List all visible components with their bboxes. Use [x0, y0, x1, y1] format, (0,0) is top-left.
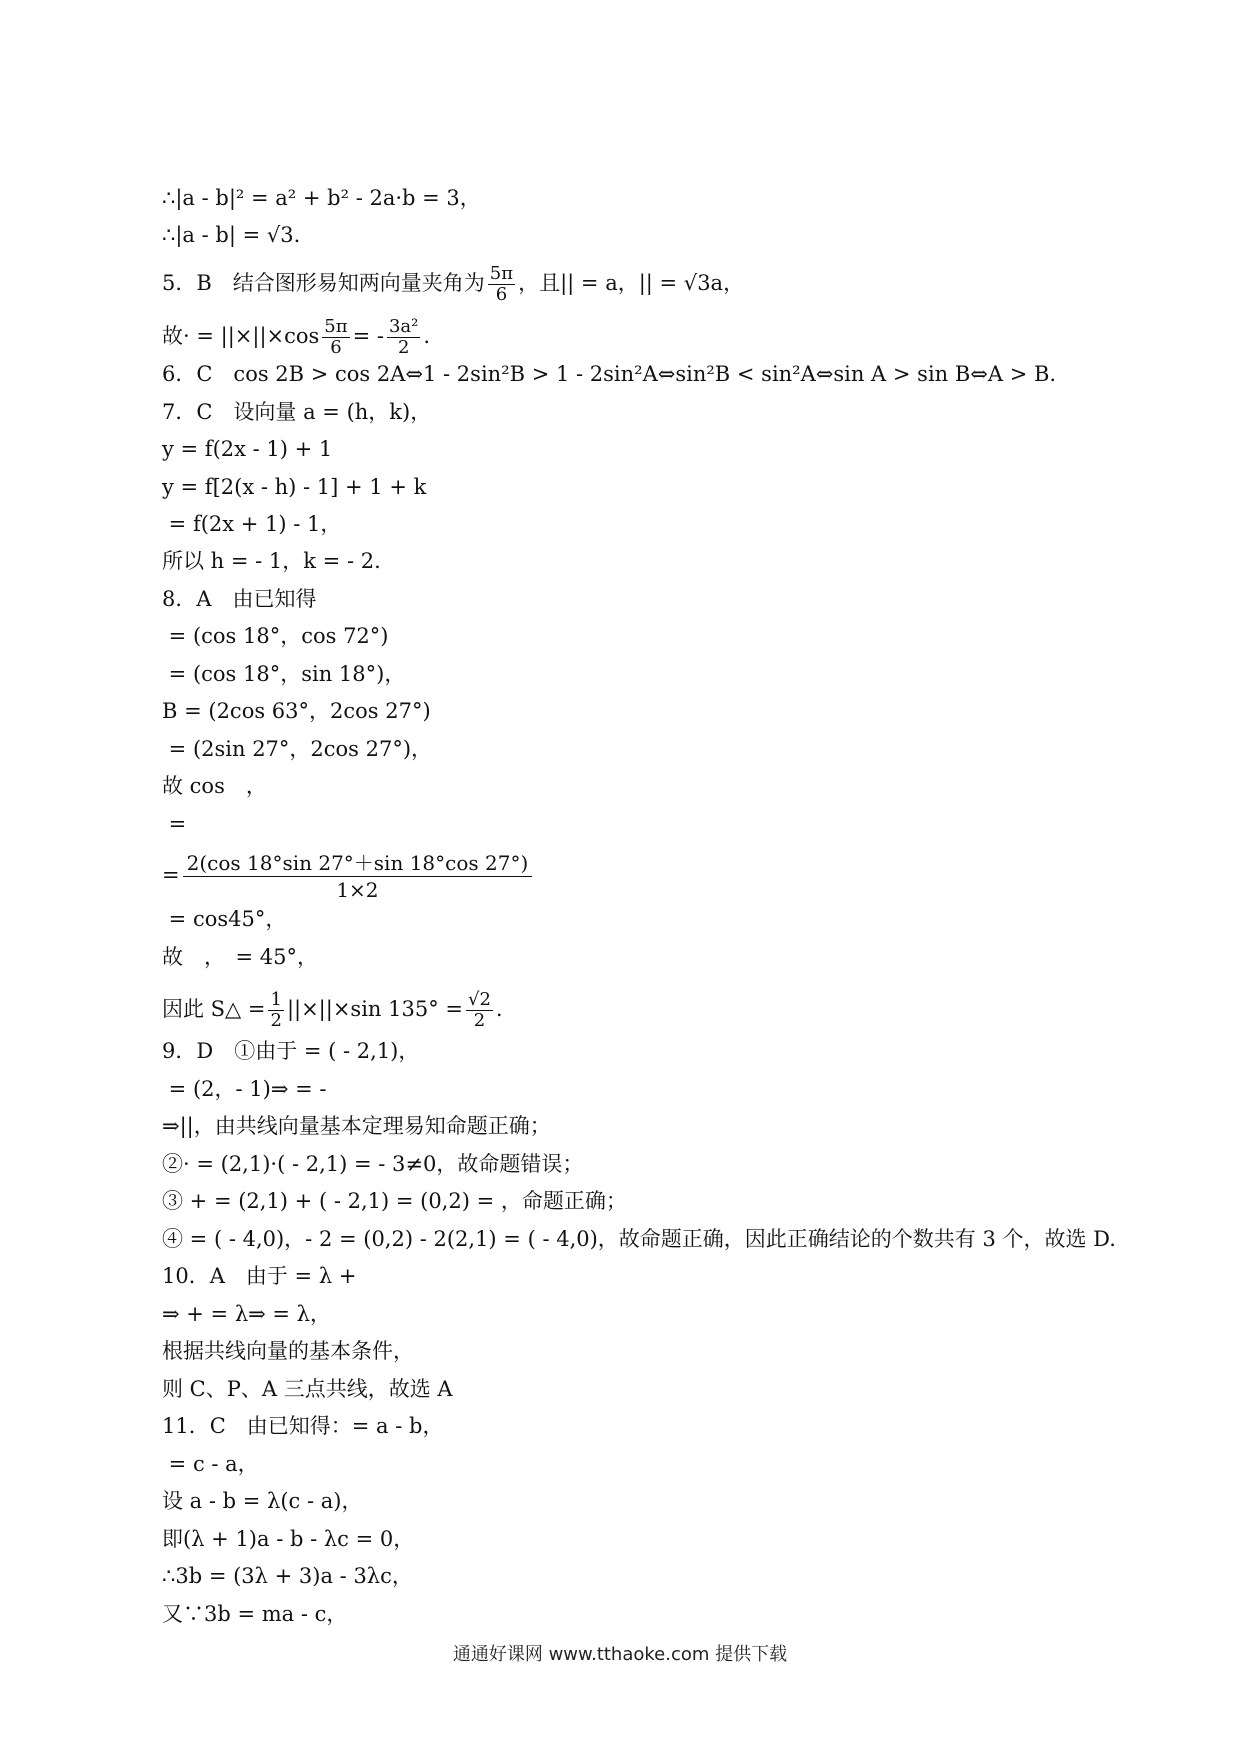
line-text: = — [162, 812, 187, 836]
solution-line-l19 — [162, 905, 286, 933]
solution-line-l14 — [162, 697, 431, 725]
line-text: ④ = ( - 4,0)，- 2 = (0,2) - 2(2,1) = ( - 4,0)，故命题正确，因此正确结论的个数共有 3 个，故选 D. — [162, 1227, 1116, 1251]
line-text: ∴|a - b| = √3. — [162, 223, 301, 247]
line-text: ⇒ + = λ⇒ = λ， — [162, 1302, 331, 1326]
fraction-denominator: 2 — [270, 1010, 282, 1031]
line-text: . — [495, 997, 503, 1021]
line-text: = (cos 18°，cos 72°) — [162, 624, 389, 648]
solution-line-l22 — [162, 1037, 419, 1065]
solution-line-l01 — [162, 184, 481, 212]
solution-line-l15 — [162, 735, 432, 763]
fraction-numerator: 1 — [270, 989, 282, 1010]
line-text: ∴3b = (3λ + 3)a - 3λc， — [162, 1564, 413, 1588]
line-text: ⇒||，由共线向量基本定理易知命题正确； — [162, 1114, 551, 1138]
line-text: 11．C 由已知得：= a - b， — [162, 1414, 444, 1438]
solution-line-l27 — [162, 1225, 1116, 1253]
fraction — [387, 317, 420, 358]
solution-line-l04 — [162, 317, 430, 358]
solution-line-l12 — [162, 622, 389, 650]
line-text: 即(λ + 1)a - b - λc = 0， — [162, 1527, 415, 1551]
solution-line-l10 — [162, 547, 381, 575]
solution-line-l21 — [162, 990, 503, 1031]
line-text: 设 a - b = λ(c - a)， — [162, 1489, 363, 1513]
solution-line-l16 — [162, 772, 267, 800]
solution-line-l32 — [162, 1412, 443, 1440]
solution-line-l35 — [162, 1525, 414, 1553]
line-text: ||×||×sin 135° = — [286, 997, 463, 1021]
line-text: 9．D ①由于 = ( - 2,1)， — [162, 1039, 420, 1063]
line-text: 5．B 结合图形易知两向量夹角为 — [162, 271, 485, 295]
line-text: y = f(2x - 1) + 1 — [162, 437, 333, 461]
solution-line-l06 — [162, 398, 431, 426]
solution-line-l20 — [162, 943, 318, 971]
fraction-denominator: 2 — [397, 337, 410, 358]
line-text: 故 cos ， — [162, 774, 267, 798]
line-text: 又∵3b = ma - c， — [162, 1602, 348, 1626]
fraction — [466, 990, 493, 1031]
solution-line-l07 — [162, 435, 332, 463]
line-text: = - — [352, 324, 384, 348]
fraction-numerator: 5π — [324, 316, 348, 337]
fraction-numerator: √2 — [467, 989, 491, 1010]
line-text: 根据共线向量的基本条件， — [162, 1339, 414, 1363]
line-text: = f(2x + 1) - 1， — [162, 512, 342, 536]
solution-line-l28 — [162, 1262, 356, 1290]
line-text: B = (2cos 63°，2cos 27°) — [162, 699, 431, 723]
line-text: 8．A 由已知得 — [162, 587, 317, 611]
solution-line-l13 — [162, 660, 405, 688]
fraction — [322, 317, 349, 358]
line-text: y = f[2(x - h) - 1] + 1 + k — [162, 475, 427, 499]
solution-line-l30 — [162, 1337, 414, 1365]
line-text: 7．C 设向量 a = (h，k)， — [162, 400, 432, 424]
fraction-numerator: 2(cos 18°sin 27°＋sin 18°cos 27°) — [183, 850, 533, 877]
line-text: = (cos 18°，sin 18°)， — [162, 662, 406, 686]
fraction-denominator: 2 — [473, 1010, 486, 1031]
line-text: 故· = ||×||×cos — [162, 324, 320, 348]
fraction-denominator: 6 — [495, 284, 508, 305]
line-text: ∴|a - b|² = a² + b² - 2a·b = 3， — [162, 186, 481, 210]
line-text: 10．A 由于 = λ + — [162, 1264, 357, 1288]
solution-line-l11 — [162, 585, 317, 613]
line-text: ，且|| = a，|| = √3a， — [518, 271, 745, 295]
solution-line-l23 — [162, 1075, 326, 1103]
solution-line-l24 — [162, 1112, 551, 1140]
solution-line-l37 — [162, 1600, 347, 1628]
solution-line-l02 — [162, 221, 300, 249]
line-text: 所以 h = - 1，k = - 2. — [162, 549, 381, 573]
solution-line-l26 — [162, 1187, 627, 1215]
solution-line-l29 — [162, 1300, 331, 1328]
solution-line-l36 — [162, 1562, 413, 1590]
fraction-denominator: 1×2 — [336, 878, 379, 902]
solution-line-l18 — [162, 850, 535, 903]
line-text: ②· = (2,1)·( - 2,1) = - 3≠0，故命题错误； — [162, 1152, 584, 1176]
page-footer: 通通好课网 www.tthaoke.com 提供下载 — [452, 1644, 788, 1665]
line-text: 故 ， = 45°， — [162, 945, 318, 969]
solution-line-l33 — [162, 1450, 259, 1478]
fraction — [268, 990, 283, 1031]
fraction-denominator: 6 — [330, 337, 342, 358]
solution-line-l31 — [162, 1375, 453, 1403]
line-text: = c - a， — [162, 1452, 259, 1476]
solution-line-l25 — [162, 1150, 583, 1178]
line-text: . — [423, 324, 431, 348]
solution-line-l09 — [162, 510, 341, 538]
line-text: ③ + = (2,1) + ( - 2,1) = (0,2) = ，命题正确； — [162, 1189, 627, 1213]
line-text: = (2，- 1)⇒ = - — [162, 1077, 327, 1101]
line-text: 因此 S△ = — [162, 997, 266, 1021]
fraction-numerator: 5π — [489, 263, 514, 284]
fraction — [183, 850, 533, 903]
fraction — [488, 264, 515, 305]
line-text: = — [162, 863, 180, 887]
solution-line-l08 — [162, 473, 426, 501]
line-text: = (2sin 27°，2cos 27°)， — [162, 737, 433, 761]
fraction-numerator: 3a² — [388, 316, 419, 337]
solution-line-l34 — [162, 1487, 362, 1515]
solution-line-l03 — [162, 264, 744, 305]
solution-line-l05 — [162, 360, 1056, 388]
solution-line-l17 — [162, 810, 186, 838]
line-text: = cos45°， — [162, 907, 287, 931]
line-text: 6．C cos 2B > cos 2A⇔1 - 2sin²B > 1 - 2sin²A⇔sin²B < sin²A⇔sin A > sin B⇔A > B. — [162, 362, 1057, 386]
line-text: 则 C、P、A 三点共线，故选 A — [162, 1377, 453, 1401]
